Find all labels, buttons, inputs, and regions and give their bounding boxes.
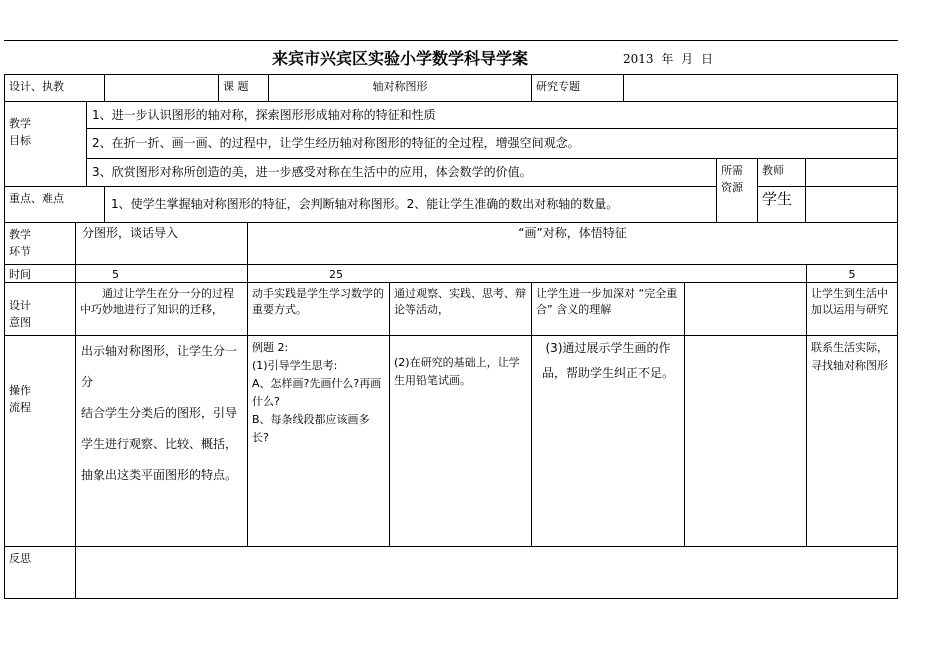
intent-label: 设计 意图 xyxy=(4,282,76,336)
process-cell: (2)在研究的基础上，让学生用铅笔试画。 xyxy=(389,335,532,547)
design-label: 设计、执教 xyxy=(4,74,105,102)
process-cell: 联系生活实际，寻找轴对称图形 xyxy=(806,335,898,547)
research-label: 研究专题 xyxy=(531,74,624,102)
header-rule xyxy=(4,40,898,41)
process-cell xyxy=(684,335,807,547)
intent-cell: 让学生进一步加深对 “完全重合” 含义的理解 xyxy=(531,282,685,336)
time-label: 时间 xyxy=(4,264,76,283)
intent-cell: 通过观察、实践、思考、辩论等活动， xyxy=(389,282,532,336)
reflection-label: 反思 xyxy=(4,546,76,599)
stage-2: “画”对称，体悟特征 xyxy=(247,222,898,265)
keypoints-label: 重点、难点 xyxy=(4,186,105,223)
topic-label: 课 题 xyxy=(218,74,269,102)
page-title: 来宾市兴宾区实验小学数学科导学案 xyxy=(272,49,529,68)
design-value[interactable] xyxy=(104,74,219,102)
header xyxy=(0,46,950,70)
goals-label: 教学 目标 xyxy=(4,101,87,187)
date-line: 2013 年 月 日 xyxy=(623,52,713,66)
time-stage-3: 5 xyxy=(806,264,898,283)
process-cell: 例题 2: (1)引导学生思考: A、怎样画?先画什么?再画什么? B、每条线段都应该画多长? xyxy=(247,335,390,547)
goal-item: 1、进一步认识图形的轴对称，探索图形形成轴对称的特征和性质 xyxy=(86,101,898,129)
topic-value[interactable]: 轴对称图形 xyxy=(268,74,532,102)
goal-item: 3、欣赏图形对称所创造的美，进一步感受对称在生活中的应用，体会数学的价值。 xyxy=(86,158,717,187)
research-value[interactable] xyxy=(623,74,898,102)
intent-cell: 让学生到生活中加以运用与研究 xyxy=(806,282,898,336)
resources-label: 所需 资源 xyxy=(716,158,758,223)
intent-cell: 通过让学生在分一分的过程中巧妙地进行了知识的迁移， xyxy=(75,282,248,336)
process-label: 操作 流程 xyxy=(4,335,76,547)
goal-item: 2、在折一折、画一画、的过程中，让学生经历轴对称图形的特征的全过程，增强空间观念。 xyxy=(86,128,898,159)
resources-student-value[interactable] xyxy=(805,186,898,223)
stages-label: 教学 环节 xyxy=(4,222,76,265)
intent-cell xyxy=(684,282,807,336)
resources-teacher-value[interactable] xyxy=(805,158,898,187)
intent-cell: 动手实践是学生学习数学的重要方式。 xyxy=(247,282,390,336)
stage-1: 分图形，谈话导入 xyxy=(75,222,248,265)
process-cell: (3)通过展示学生画的作品，帮助学生纠正不足。 xyxy=(531,335,685,547)
reflection-text[interactable] xyxy=(75,546,898,599)
resources-student-label: 学生 xyxy=(757,186,806,223)
time-stage-1: 5 xyxy=(75,264,248,283)
keypoints-text: 1、使学生掌握轴对称图形的特征，会判断轴对称图形。2、能让学生准确的数出对称轴的数量。 xyxy=(104,186,717,223)
process-cell: 出示轴对称图形，让学生分一分 结合学生分类后的图形，引导学生进行观察、比较、概括，抽象出这类平面图形的特点。 xyxy=(75,335,248,547)
resources-teacher-label: 教师 xyxy=(757,158,806,187)
time-stage-2: 25 xyxy=(247,264,807,283)
